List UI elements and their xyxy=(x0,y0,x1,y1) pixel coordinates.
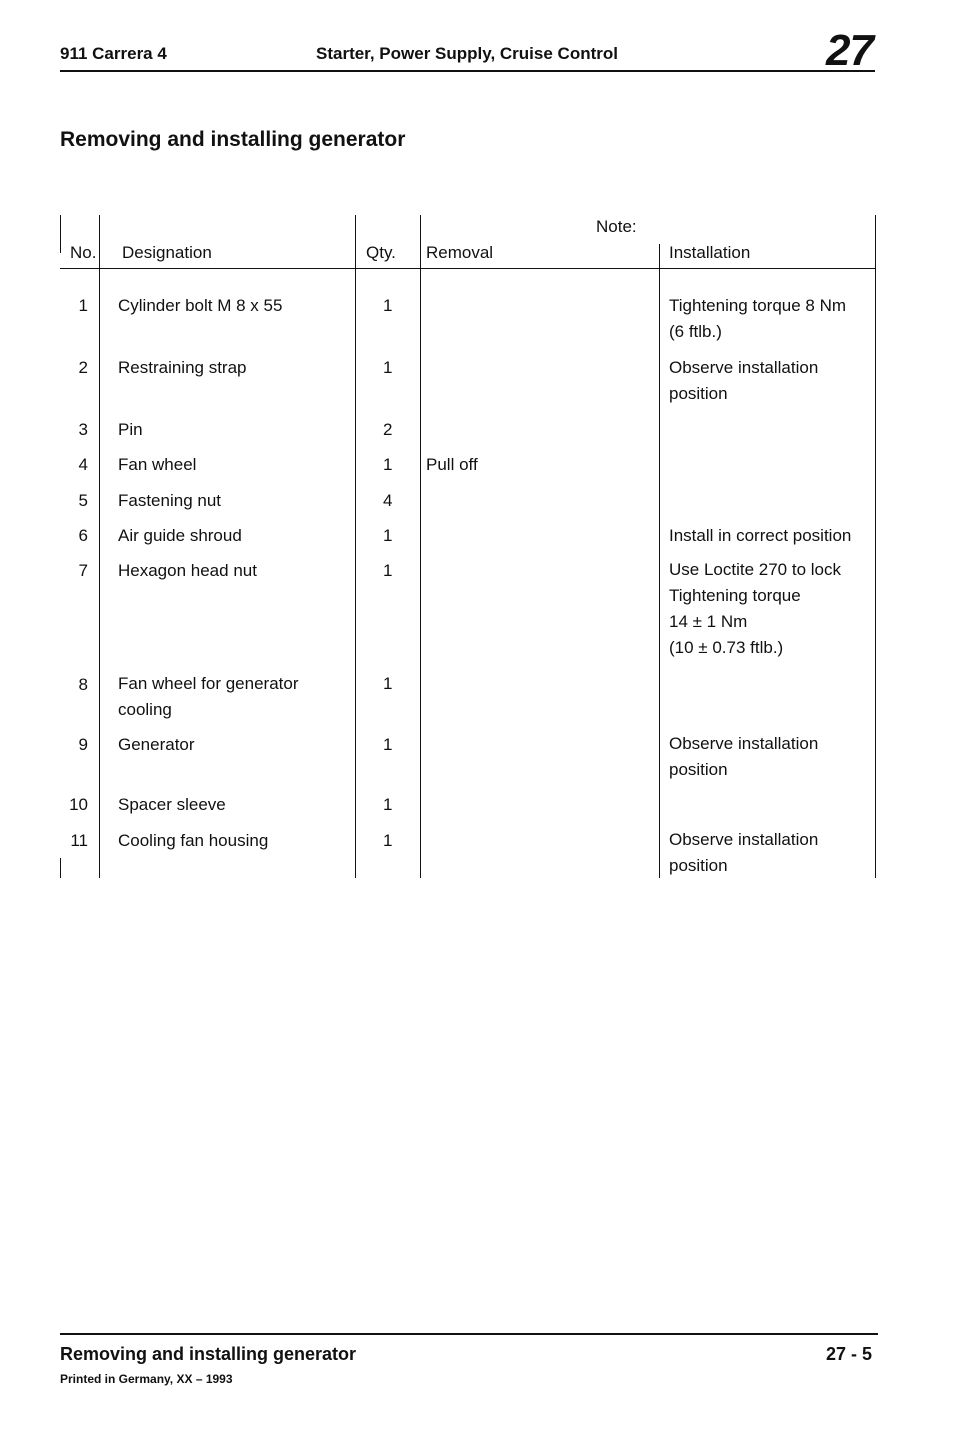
table-divider-removal xyxy=(659,244,660,878)
row-7-installation-line-2: Tightening torque xyxy=(669,586,801,605)
row-5-no: 5 xyxy=(78,491,88,510)
row-7-installation-line-3: 14 ± 1 Nm xyxy=(669,612,748,631)
col-header-designation: Designation xyxy=(122,243,212,262)
footer-title: Removing and installing generator xyxy=(60,1344,357,1364)
page-title: Removing and installing generator xyxy=(60,128,406,151)
row-6-qty: 1 xyxy=(383,526,393,545)
row-3-qty: 2 xyxy=(383,420,393,439)
row-2-no: 2 xyxy=(78,358,88,377)
row-1-qty: 1 xyxy=(383,296,393,315)
row-4-no: 4 xyxy=(78,455,88,474)
row-7-designation: Hexagon head nut xyxy=(118,561,257,580)
row-2-designation: Restraining strap xyxy=(118,358,247,377)
row-10-designation: Spacer sleeve xyxy=(118,795,226,814)
table-divider-qty xyxy=(420,215,421,878)
row-10-qty: 1 xyxy=(383,795,393,814)
note-header: Note: xyxy=(596,217,637,236)
row-7-installation-line-1: Use Loctite 270 to lock xyxy=(669,560,841,579)
row-9-no: 9 xyxy=(78,735,88,754)
section-name: Starter, Power Supply, Cruise Control xyxy=(316,44,618,63)
col-header-qty: Qty. xyxy=(366,243,396,262)
row-8-designation-line-1: Fan wheel for generator xyxy=(118,674,299,693)
row-1-installation-line-2: (6 ftlb.) xyxy=(669,322,722,341)
row-6-installation-line-1: Install in correct position xyxy=(669,526,852,545)
row-9-designation: Generator xyxy=(118,735,195,754)
model-name: 911 Carrera 4 xyxy=(60,44,167,63)
row-1-no: 1 xyxy=(78,296,88,315)
row-1-installation-line-1: Tightening torque 8 Nm xyxy=(669,296,847,315)
row-7-no: 7 xyxy=(78,561,88,580)
row-11-no: 11 xyxy=(70,831,88,850)
print-note: Printed in Germany, XX – 1993 xyxy=(60,1372,233,1386)
table-divider-no xyxy=(99,215,100,878)
row-2-installation-line-1: Observe installation xyxy=(669,358,819,377)
row-3-no: 3 xyxy=(78,420,88,439)
row-9-installation-line-1: Observe installation xyxy=(669,734,819,753)
row-5-designation: Fastening nut xyxy=(118,491,222,510)
table-border-right xyxy=(875,215,876,878)
row-6-no: 6 xyxy=(78,526,88,545)
row-3-designation: Pin xyxy=(118,420,143,439)
row-9-qty: 1 xyxy=(383,735,393,754)
row-2-installation-line-2: position xyxy=(669,384,728,403)
row-11-installation-line-1: Observe installation xyxy=(669,830,819,849)
row-8-designation-line-2: cooling xyxy=(118,700,172,719)
row-6-designation: Air guide shroud xyxy=(118,526,242,545)
col-header-no: No. xyxy=(70,243,97,262)
table-border-left-lower xyxy=(60,858,61,878)
row-7-qty: 1 xyxy=(383,561,393,580)
row-4-removal: Pull off xyxy=(426,455,478,474)
table-divider-designation xyxy=(355,215,356,878)
footer-rule xyxy=(60,1333,878,1335)
col-header-removal: Removal xyxy=(426,243,494,262)
row-2-qty: 1 xyxy=(383,358,393,377)
row-4-designation: Fan wheel xyxy=(118,455,197,474)
row-11-designation: Cooling fan housing xyxy=(118,831,269,850)
row-11-qty: 1 xyxy=(383,831,393,850)
row-10-no: 10 xyxy=(69,795,88,814)
chapter-number: 27 xyxy=(826,26,873,75)
row-8-qty: 1 xyxy=(383,674,393,693)
table-border-left xyxy=(60,215,61,253)
row-4-qty: 1 xyxy=(383,455,393,474)
row-8-no: 8 xyxy=(78,675,88,694)
row-7-installation-line-4: (10 ± 0.73 ftlb.) xyxy=(669,638,784,657)
row-9-installation-line-2: position xyxy=(669,760,728,779)
table-header-rule xyxy=(60,268,876,269)
row-11-installation-line-2: position xyxy=(669,856,728,875)
col-header-installation: Installation xyxy=(669,243,751,262)
row-5-qty: 4 xyxy=(383,491,393,510)
row-1-designation: Cylinder bolt M 8 x 55 xyxy=(118,296,283,315)
page-number: 27 - 5 xyxy=(826,1344,873,1364)
